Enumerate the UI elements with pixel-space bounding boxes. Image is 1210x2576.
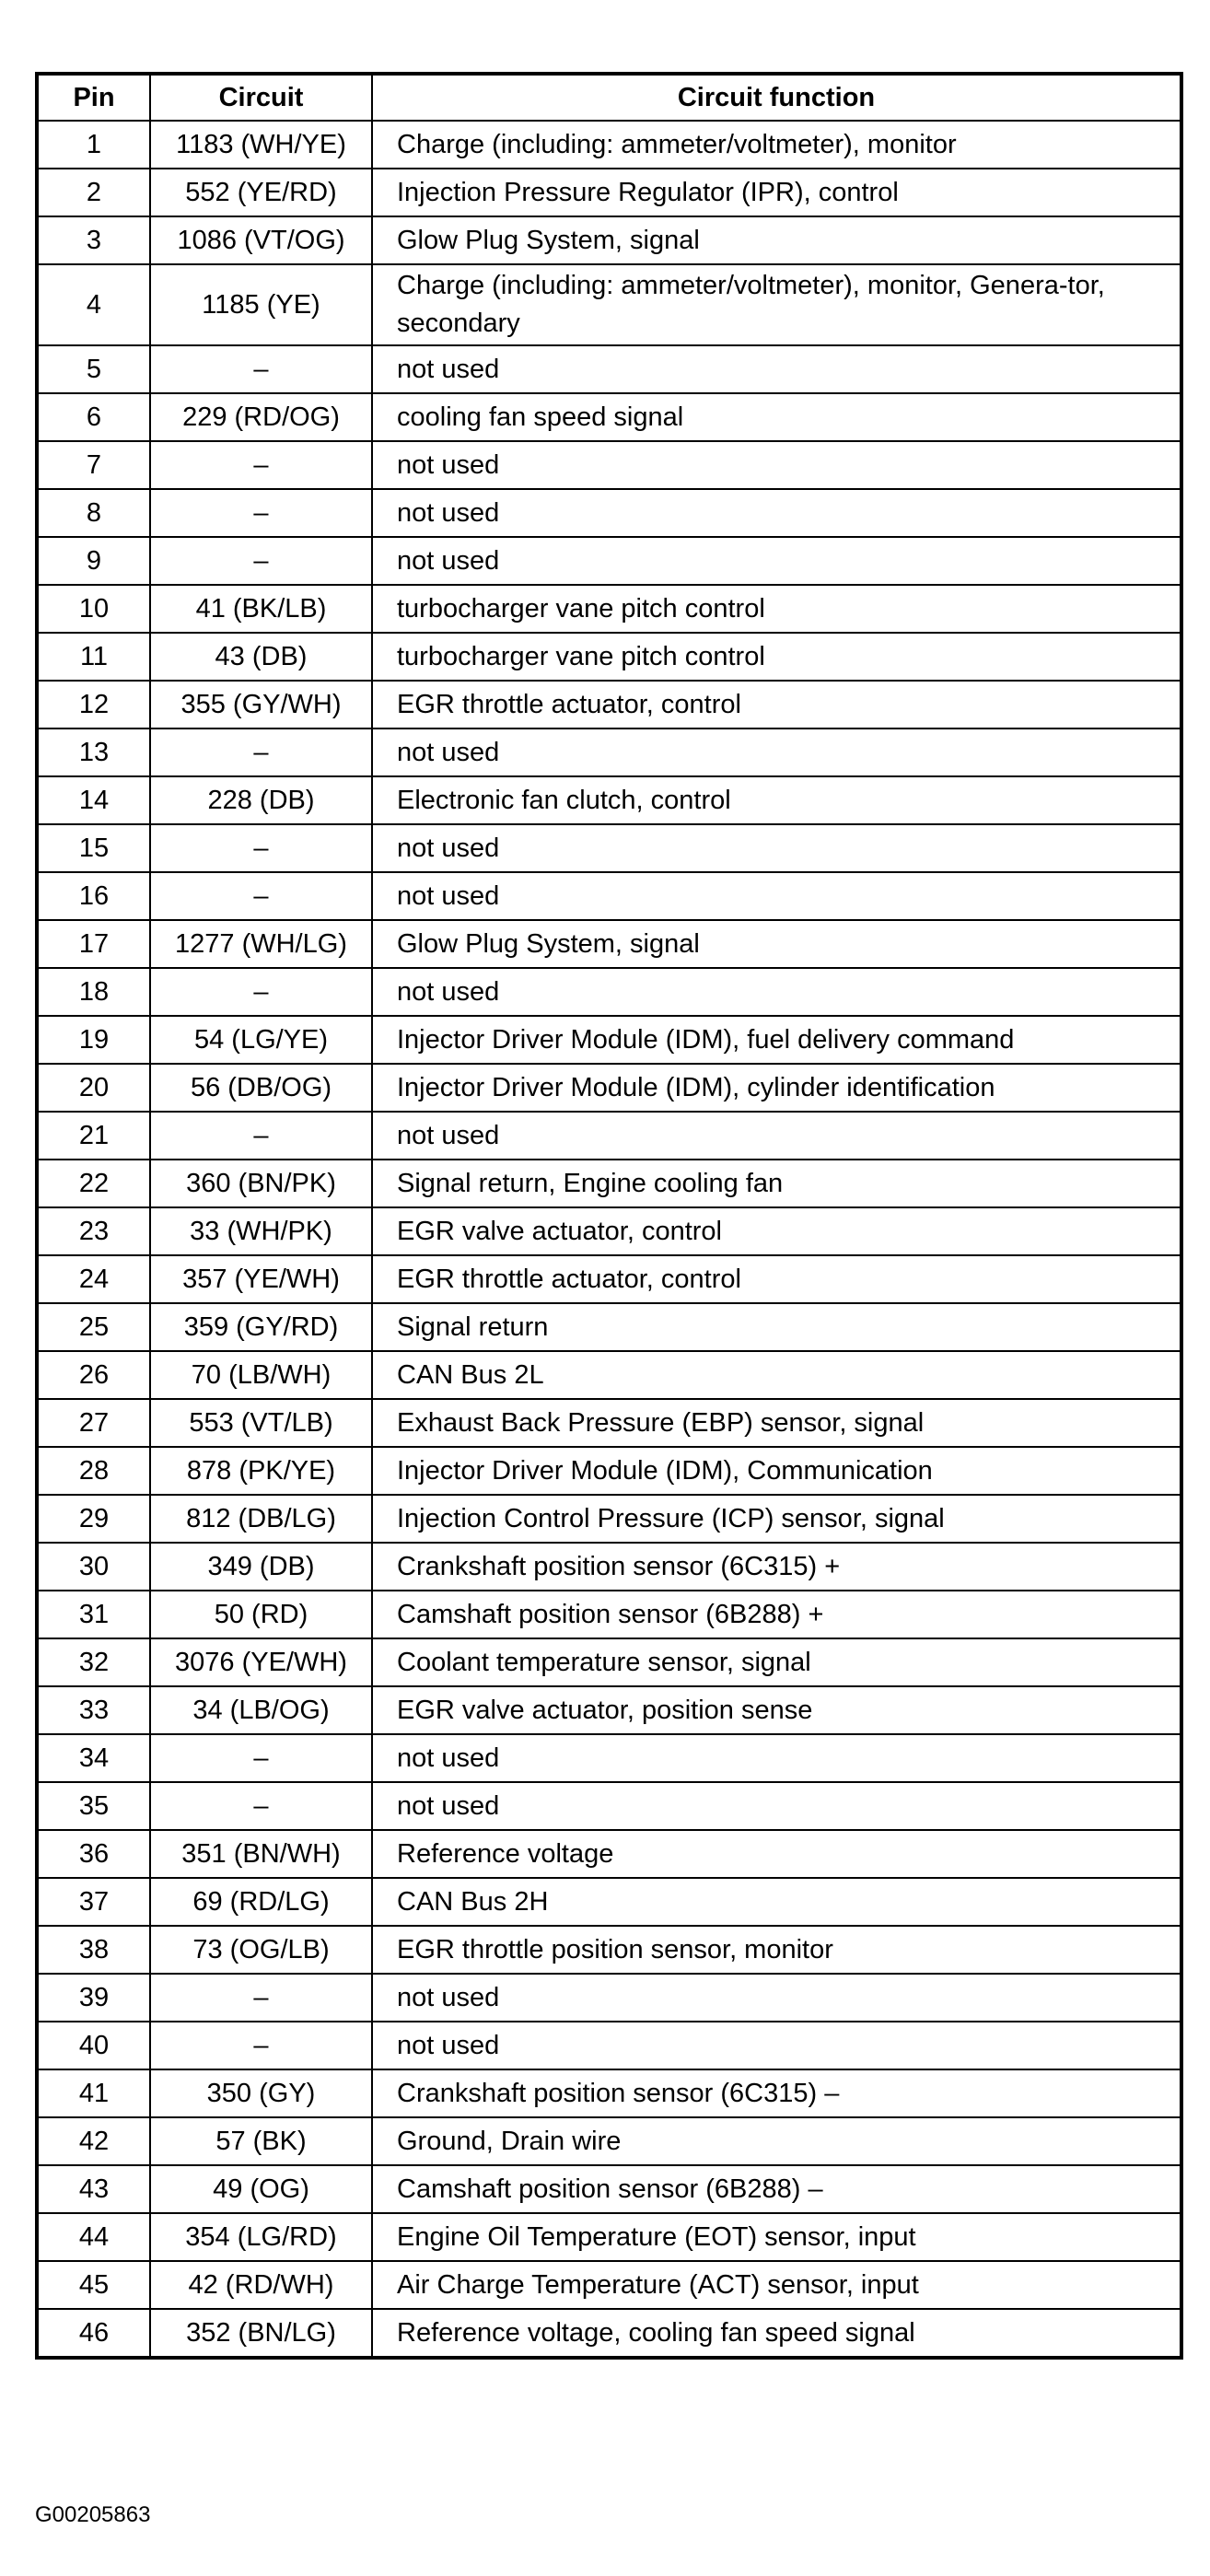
- circuit-cell: 34 (LB/OG): [150, 1686, 372, 1734]
- table-row: [37, 2069, 1181, 2117]
- header-circuit: Circuit: [150, 74, 372, 121]
- pin-cell: 36: [37, 1830, 150, 1878]
- function-cell: Injection Control Pressure (ICP) sensor, signal: [372, 1495, 1181, 1543]
- circuit-cell: 359 (GY/RD): [150, 1303, 372, 1351]
- circuit-cell: 41 (BK/LB): [150, 585, 372, 633]
- circuit-cell: 352 (BN/LG): [150, 2309, 372, 2358]
- table-row: [37, 1064, 1181, 1112]
- pin-cell: 25: [37, 1303, 150, 1351]
- pin-cell: 31: [37, 1591, 150, 1638]
- function-cell: Coolant temperature sensor, signal: [372, 1638, 1181, 1686]
- function-cell: not used: [372, 1734, 1181, 1782]
- pin-cell: 35: [37, 1782, 150, 1830]
- pin-cell: 26: [37, 1351, 150, 1399]
- circuit-cell: 812 (DB/LG): [150, 1495, 372, 1543]
- circuit-cell: 553 (VT/LB): [150, 1399, 372, 1447]
- table-row: [37, 2309, 1181, 2358]
- pin-cell: 12: [37, 681, 150, 729]
- function-cell: not used: [372, 537, 1181, 585]
- circuit-cell: –: [150, 489, 372, 537]
- table-row: [37, 824, 1181, 872]
- circuit-cell: 54 (LG/YE): [150, 1016, 372, 1064]
- table-row: [37, 633, 1181, 681]
- pin-cell: 40: [37, 2022, 150, 2069]
- pin-cell: 18: [37, 968, 150, 1016]
- table-row: [37, 489, 1181, 537]
- function-cell: not used: [372, 345, 1181, 393]
- table-row: [37, 1926, 1181, 1974]
- function-cell: Injector Driver Module (IDM), cylinder identification: [372, 1064, 1181, 1112]
- table-row: [37, 1112, 1181, 1160]
- function-cell: Electronic fan clutch, control: [372, 776, 1181, 824]
- pin-cell: 41: [37, 2069, 150, 2117]
- pin-cell: 42: [37, 2117, 150, 2165]
- table-row: [37, 2022, 1181, 2069]
- pin-cell: 3: [37, 216, 150, 264]
- pin-cell: 11: [37, 633, 150, 681]
- pin-cell: 38: [37, 1926, 150, 1974]
- circuit-cell: 1183 (WH/YE): [150, 121, 372, 169]
- function-cell: Camshaft position sensor (6B288) +: [372, 1591, 1181, 1638]
- function-cell: CAN Bus 2L: [372, 1351, 1181, 1399]
- circuit-cell: 3076 (YE/WH): [150, 1638, 372, 1686]
- circuit-cell: 1086 (VT/OG): [150, 216, 372, 264]
- circuit-cell: –: [150, 968, 372, 1016]
- circuit-cell: 878 (PK/YE): [150, 1447, 372, 1495]
- pin-cell: 20: [37, 1064, 150, 1112]
- pin-cell: 1: [37, 121, 150, 169]
- pin-cell: 14: [37, 776, 150, 824]
- pin-cell: 4: [37, 264, 150, 345]
- function-cell: Injection Pressure Regulator (IPR), control: [372, 169, 1181, 216]
- function-cell: not used: [372, 729, 1181, 776]
- circuit-cell: 70 (LB/WH): [150, 1351, 372, 1399]
- circuit-cell: 1185 (YE): [150, 264, 372, 345]
- table-row: [37, 1734, 1181, 1782]
- function-cell: EGR throttle position sensor, monitor: [372, 1926, 1181, 1974]
- pin-cell: 32: [37, 1638, 150, 1686]
- circuit-cell: 1277 (WH/LG): [150, 920, 372, 968]
- circuit-cell: 357 (YE/WH): [150, 1255, 372, 1303]
- function-cell: not used: [372, 872, 1181, 920]
- pin-cell: 17: [37, 920, 150, 968]
- pin-cell: 28: [37, 1447, 150, 1495]
- pin-cell: 29: [37, 1495, 150, 1543]
- pin-cell: 13: [37, 729, 150, 776]
- circuit-cell: 73 (OG/LB): [150, 1926, 372, 1974]
- pin-cell: 22: [37, 1160, 150, 1207]
- circuit-cell: –: [150, 345, 372, 393]
- function-cell: Ground, Drain wire: [372, 2117, 1181, 2165]
- circuit-cell: 229 (RD/OG): [150, 393, 372, 441]
- pin-cell: 21: [37, 1112, 150, 1160]
- function-cell: Reference voltage, cooling fan speed signal: [372, 2309, 1181, 2358]
- circuit-cell: 350 (GY): [150, 2069, 372, 2117]
- table-row: [37, 1351, 1181, 1399]
- function-cell: Signal return: [372, 1303, 1181, 1351]
- table-row: [37, 2165, 1181, 2213]
- function-cell: CAN Bus 2H: [372, 1878, 1181, 1926]
- circuit-cell: 354 (LG/RD): [150, 2213, 372, 2261]
- table-row: [37, 1447, 1181, 1495]
- circuit-cell: 33 (WH/PK): [150, 1207, 372, 1255]
- circuit-cell: –: [150, 824, 372, 872]
- function-cell: not used: [372, 1112, 1181, 1160]
- pin-cell: 16: [37, 872, 150, 920]
- circuit-cell: –: [150, 1974, 372, 2022]
- function-cell: Crankshaft position sensor (6C315) –: [372, 2069, 1181, 2117]
- table-row: [37, 729, 1181, 776]
- table-row: [37, 537, 1181, 585]
- circuit-cell: 57 (BK): [150, 2117, 372, 2165]
- circuit-cell: –: [150, 1782, 372, 1830]
- table-row: [37, 872, 1181, 920]
- table-row: [37, 1830, 1181, 1878]
- table-row: [37, 1878, 1181, 1926]
- table-row: [37, 1686, 1181, 1734]
- function-cell: Charge (including: ammeter/voltmeter), monitor: [372, 121, 1181, 169]
- table-row: [37, 1016, 1181, 1064]
- function-cell: not used: [372, 2022, 1181, 2069]
- circuit-cell: –: [150, 537, 372, 585]
- table-row: [37, 441, 1181, 489]
- circuit-cell: 349 (DB): [150, 1543, 372, 1591]
- table-row: [37, 264, 1181, 345]
- function-cell: Exhaust Back Pressure (EBP) sensor, signal: [372, 1399, 1181, 1447]
- pin-cell: 30: [37, 1543, 150, 1591]
- function-cell: not used: [372, 968, 1181, 1016]
- circuit-cell: 228 (DB): [150, 776, 372, 824]
- table-row: [37, 681, 1181, 729]
- circuit-cell: 56 (DB/OG): [150, 1064, 372, 1112]
- header-pin: Pin: [37, 74, 150, 121]
- circuit-cell: –: [150, 1734, 372, 1782]
- table-row: [37, 216, 1181, 264]
- function-cell: Camshaft position sensor (6B288) –: [372, 2165, 1181, 2213]
- table-row: [37, 1303, 1181, 1351]
- pin-cell: 9: [37, 537, 150, 585]
- circuit-cell: –: [150, 729, 372, 776]
- function-cell: Crankshaft position sensor (6C315) +: [372, 1543, 1181, 1591]
- pin-cell: 6: [37, 393, 150, 441]
- pin-cell: 15: [37, 824, 150, 872]
- pin-cell: 7: [37, 441, 150, 489]
- table-row: [37, 2117, 1181, 2165]
- circuit-cell: –: [150, 441, 372, 489]
- function-cell: not used: [372, 824, 1181, 872]
- pin-cell: 33: [37, 1686, 150, 1734]
- pin-cell: 37: [37, 1878, 150, 1926]
- function-cell: cooling fan speed signal: [372, 393, 1181, 441]
- function-cell: turbocharger vane pitch control: [372, 633, 1181, 681]
- table-body: [37, 121, 1181, 2358]
- function-cell: Engine Oil Temperature (EOT) sensor, input: [372, 2213, 1181, 2261]
- circuit-cell: –: [150, 2022, 372, 2069]
- function-cell: Signal return, Engine cooling fan: [372, 1160, 1181, 1207]
- function-cell: Glow Plug System, signal: [372, 920, 1181, 968]
- table-row: [37, 585, 1181, 633]
- table-row: [37, 776, 1181, 824]
- circuit-cell: –: [150, 1112, 372, 1160]
- function-cell: EGR throttle actuator, control: [372, 1255, 1181, 1303]
- table-row: [37, 1543, 1181, 1591]
- function-cell: EGR valve actuator, control: [372, 1207, 1181, 1255]
- circuit-cell: 42 (RD/WH): [150, 2261, 372, 2309]
- table-header-row: [37, 74, 1181, 121]
- table-row: [37, 345, 1181, 393]
- table-row: [37, 1399, 1181, 1447]
- function-cell: Injector Driver Module (IDM), Communication: [372, 1447, 1181, 1495]
- circuit-cell: 69 (RD/LG): [150, 1878, 372, 1926]
- function-cell: not used: [372, 489, 1181, 537]
- circuit-cell: 355 (GY/WH): [150, 681, 372, 729]
- table-row: [37, 2213, 1181, 2261]
- table-row: [37, 1160, 1181, 1207]
- circuit-cell: 351 (BN/WH): [150, 1830, 372, 1878]
- table-row: [37, 920, 1181, 968]
- function-cell: EGR throttle actuator, control: [372, 681, 1181, 729]
- table-row: [37, 1495, 1181, 1543]
- table-row: [37, 393, 1181, 441]
- pin-cell: 19: [37, 1016, 150, 1064]
- pin-cell: 39: [37, 1974, 150, 2022]
- figure-id: G00205863: [35, 2502, 151, 2527]
- table-row: [37, 1638, 1181, 1686]
- circuit-cell: 49 (OG): [150, 2165, 372, 2213]
- function-cell: Charge (including: ammeter/voltmeter), monitor, Genera-tor, secondary: [372, 264, 1181, 345]
- table-row: [37, 169, 1181, 216]
- pin-cell: 45: [37, 2261, 150, 2309]
- function-cell: Air Charge Temperature (ACT) sensor, input: [372, 2261, 1181, 2309]
- table-row: [37, 2261, 1181, 2309]
- table-row: [37, 1207, 1181, 1255]
- pin-cell: 5: [37, 345, 150, 393]
- pin-circuit-table: [35, 72, 1183, 2360]
- pin-cell: 34: [37, 1734, 150, 1782]
- circuit-cell: 552 (YE/RD): [150, 169, 372, 216]
- table-row: [37, 1591, 1181, 1638]
- table-row: [37, 1255, 1181, 1303]
- circuit-cell: –: [150, 872, 372, 920]
- function-cell: turbocharger vane pitch control: [372, 585, 1181, 633]
- table-row: [37, 1974, 1181, 2022]
- pin-cell: 27: [37, 1399, 150, 1447]
- function-cell: Reference voltage: [372, 1830, 1181, 1878]
- table-row: [37, 1782, 1181, 1830]
- table-row: [37, 968, 1181, 1016]
- pin-cell: 8: [37, 489, 150, 537]
- pin-cell: 2: [37, 169, 150, 216]
- table-row: [37, 121, 1181, 169]
- function-cell: Injector Driver Module (IDM), fuel delivery command: [372, 1016, 1181, 1064]
- pin-cell: 44: [37, 2213, 150, 2261]
- pin-cell: 24: [37, 1255, 150, 1303]
- circuit-cell: 43 (DB): [150, 633, 372, 681]
- function-cell: EGR valve actuator, position sense: [372, 1686, 1181, 1734]
- pin-cell: 23: [37, 1207, 150, 1255]
- pin-cell: 43: [37, 2165, 150, 2213]
- function-cell: Glow Plug System, signal: [372, 216, 1181, 264]
- pin-cell: 10: [37, 585, 150, 633]
- circuit-cell: 360 (BN/PK): [150, 1160, 372, 1207]
- function-cell: not used: [372, 1974, 1181, 2022]
- header-circuit-function: Circuit function: [372, 74, 1181, 121]
- circuit-cell: 50 (RD): [150, 1591, 372, 1638]
- pin-cell: 46: [37, 2309, 150, 2358]
- function-cell: not used: [372, 1782, 1181, 1830]
- function-cell: not used: [372, 441, 1181, 489]
